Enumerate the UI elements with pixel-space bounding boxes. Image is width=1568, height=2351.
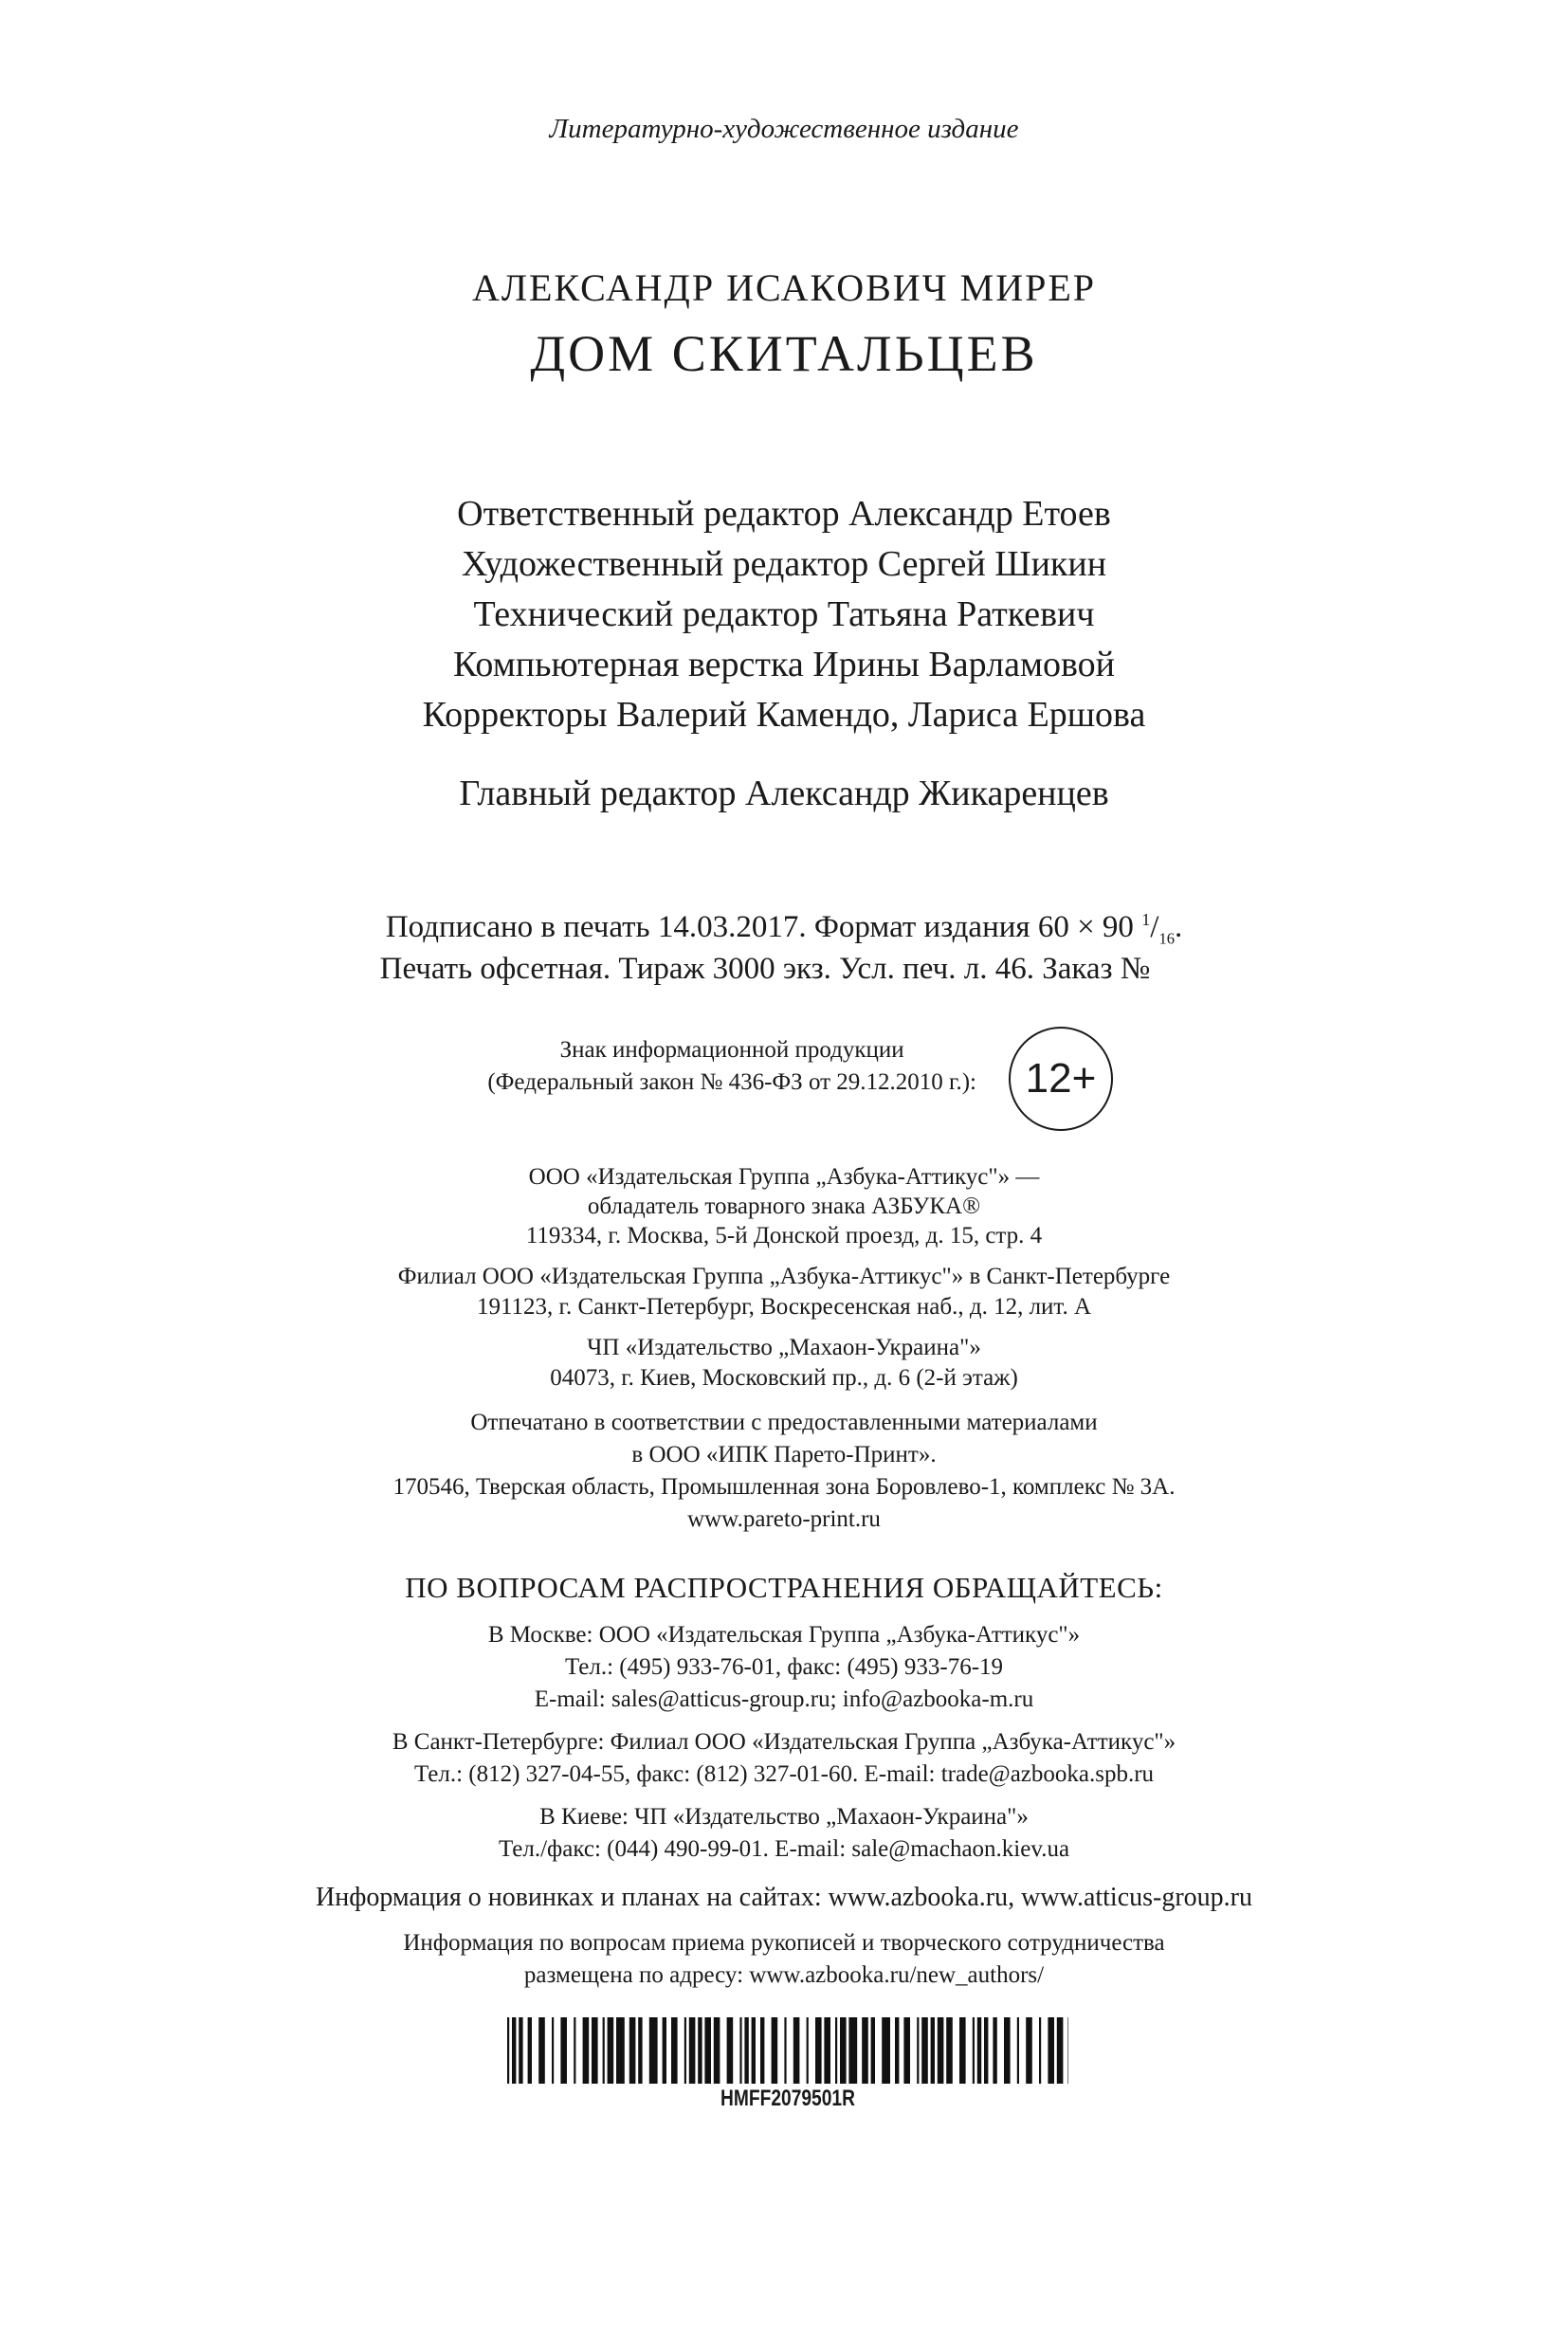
barcode-bar <box>917 2017 919 2084</box>
barcode-bar <box>835 2017 837 2084</box>
distribution-heading: ПО ВОПРОСАМ РАСПРОСТРАНЕНИЯ ОБРАЩАЙТЕСЬ: <box>405 1571 1163 1604</box>
moscow-contact-line: E-mail: sales@atticus-group.ru; info@azbooka-m.ru <box>534 1686 1034 1712</box>
barcode-bar <box>862 2017 868 2084</box>
barcode-bar <box>704 2017 711 2084</box>
barcode <box>507 2017 1068 2084</box>
barcode-bar <box>793 2017 800 2084</box>
spb-branch-line: 191123, г. Санкт-Петербург, Воскресенская наб., д. 12, лит. А <box>476 1294 1092 1320</box>
spb-branch-line: Филиал ООО «Издательская Группа „Азбука-Аттикус"» в Санкт-Петербурге <box>397 1264 1171 1289</box>
staff-line: Компьютерная верстка Ирины Варламовой <box>452 645 1116 684</box>
barcode-bar <box>824 2017 830 2084</box>
barcode-bar <box>616 2017 625 2084</box>
print-info-line1: Подписано в печать 14.03.2017. Формат издания 60 × 90 $^1/_{16}$. <box>385 910 1183 948</box>
barcode-bar <box>519 2017 522 2084</box>
age-rating-block <box>408 1027 1166 1131</box>
moscow-contact-line: Тел.: (495) 933-76-01, факс: (495) 933-76-19 <box>564 1654 1004 1680</box>
staff-line: Технический редактор Татьяна Раткевич <box>473 594 1095 634</box>
barcode-bar <box>583 2017 590 2084</box>
kiev-contact-line: В Киеве: ЧП «Издательство „Махаон-Украина"» <box>539 1804 1029 1830</box>
book-title: ДОМ СКИТАЛЬЦЕВ <box>530 325 1038 382</box>
barcode-bar <box>938 2017 944 2084</box>
barcode-bar <box>807 2017 809 2084</box>
barcode-bar <box>603 2017 605 2084</box>
publisher-line: ООО «Издательская Группа „Азбука-Аттикус"» — <box>528 1164 1040 1190</box>
barcode-bar <box>903 2017 910 2084</box>
barcode-bar <box>895 2017 899 2084</box>
barcode-bar <box>977 2017 981 2084</box>
barcode-bar <box>973 2017 975 2084</box>
barcode-bar <box>1026 2017 1032 2084</box>
moscow-contact-line: В Москве: ООО «Издательская Группа „Азбука-Аттикус"» <box>487 1622 1081 1648</box>
barcode-bar <box>698 2017 702 2084</box>
staff-line: Ответственный редактор Александр Етоев <box>457 494 1111 534</box>
barcode-bar <box>528 2017 532 2084</box>
barcode-bar <box>993 2017 996 2084</box>
barcode-bar <box>1057 2017 1064 2084</box>
barcode-bar <box>744 2017 748 2084</box>
barcode-bar <box>739 2017 741 2084</box>
barcode-bar <box>663 2017 666 2084</box>
barcode-bar <box>871 2017 875 2084</box>
barcode-bar <box>1017 2017 1019 2084</box>
edition-type: Литературно-художественное издание <box>549 114 1019 144</box>
format-fraction-denominator: 16 <box>1158 929 1175 948</box>
barcode-bar <box>848 2017 857 2084</box>
spb-contact-line: Тел.: (812) 327-04-55, факс: (812) 327-01-60. E-mail: trade@azbooka.spb.ru <box>413 1761 1155 1787</box>
print-info-line2: Печать офсетная. Тираж 3000 экз. Усл. печ. л. 46. Заказ № <box>379 952 1151 986</box>
publisher-line: 119334, г. Москва, 5-й Донской проезд, д. 15, стр. 4 <box>525 1223 1043 1248</box>
barcode-bar <box>649 2017 658 2084</box>
format-fraction-numerator: 1 <box>1141 910 1151 929</box>
print-info-end: . <box>1174 910 1183 944</box>
spb-contact-line: В Санкт-Петербурге: Филиал ООО «Издательская Группа „Азбука-Аттикус"» <box>392 1729 1176 1755</box>
staff-line: Художественный редактор Сергей Шикин <box>461 544 1107 584</box>
printer-line: 170546, Тверская область, Промышленная зона Боровлево-1, комплекс № 3А. <box>392 1474 1176 1500</box>
barcode-bar <box>592 2017 598 2084</box>
manuscripts-line: Информация по вопросам приема рукописей и творческого сотрудничества <box>403 1930 1165 1956</box>
barcode-bar <box>931 2017 935 2084</box>
printer-url: www.pareto-print.ru <box>687 1506 881 1532</box>
age-sign-label: Знак информационной продукции <box>559 1037 904 1063</box>
barcode-bar <box>512 2017 516 2084</box>
kiev-line: 04073, г. Киев, Московский пр., д. 6 (2-й этаж) <box>550 1365 1018 1391</box>
barcode-bar <box>507 2017 509 2084</box>
publisher-line: обладатель товарного знака АЗБУКА® <box>587 1194 981 1219</box>
printer-line: в ООО «ИПК Парето-Принт». <box>631 1442 937 1467</box>
barcode-bar <box>772 2017 778 2084</box>
kiev-contact-line: Тел./факс: (044) 490-99-01. E-mail: sale@machaon.kiev.ua <box>498 1836 1070 1862</box>
barcode-bar <box>946 2017 953 2084</box>
barcode-bar <box>638 2017 642 2084</box>
barcode-bar <box>984 2017 988 2084</box>
printer-line: Отпечатано в соответствии с предоставленными материалами <box>470 1410 1098 1435</box>
barcode-number: HMFF2079501R <box>720 2086 855 2111</box>
barcode-bar <box>689 2017 696 2084</box>
chief-editor: Главный редактор Александр Жикаренцев <box>459 774 1109 813</box>
barcode-bar <box>560 2017 567 2084</box>
staff-line: Корректоры Валерий Камендо, Лариса Ершова <box>422 695 1146 735</box>
barcode-bar <box>752 2017 756 2084</box>
barcode-bar <box>815 2017 822 2084</box>
age-rating-badge: 12+ <box>1009 1027 1113 1131</box>
barcode-bar <box>882 2017 890 2084</box>
barcode-bar <box>538 2017 545 2084</box>
barcode-bar <box>671 2017 678 2084</box>
print-info-main: Подписано в печать 14.03.2017. Формат издания 60 × 90 <box>385 910 1142 944</box>
barcode-bar <box>1067 2017 1068 2084</box>
barcode-bar <box>629 2017 636 2084</box>
age-sign-text <box>487 1034 976 1099</box>
barcode-bar <box>1048 2017 1054 2084</box>
barcode-bar <box>574 2017 575 2084</box>
barcode-bar <box>1004 2017 1011 2084</box>
news-info: Информация о новинках и планах на сайтах: www.azbooka.ru, www.atticus-group.ru <box>315 1883 1253 1912</box>
barcode-bar <box>608 2017 614 2084</box>
author-name: АЛЕКСАНДР ИСАКОВИЧ МИРЕР <box>471 266 1097 309</box>
barcode-bar <box>784 2017 786 2084</box>
age-sign-law: (Федеральный закон № 436-ФЗ от 29.12.2010 г.): <box>487 1069 976 1095</box>
barcode-bar <box>921 2017 928 2084</box>
barcode-bar <box>727 2017 734 2084</box>
barcode-bar <box>840 2017 847 2084</box>
barcode-bar <box>714 2017 720 2084</box>
barcode-bar <box>684 2017 686 2084</box>
kiev-line: ЧП «Издательство „Махаон-Украина"» <box>587 1335 981 1360</box>
manuscripts-line: размещена по адресу: www.azbooka.ru/new_authors/ <box>523 1962 1045 1988</box>
barcode-bar <box>959 2017 966 2084</box>
barcode-bar <box>1039 2017 1041 2084</box>
barcode-bar <box>760 2017 764 2084</box>
barcode-bar <box>552 2017 554 2084</box>
